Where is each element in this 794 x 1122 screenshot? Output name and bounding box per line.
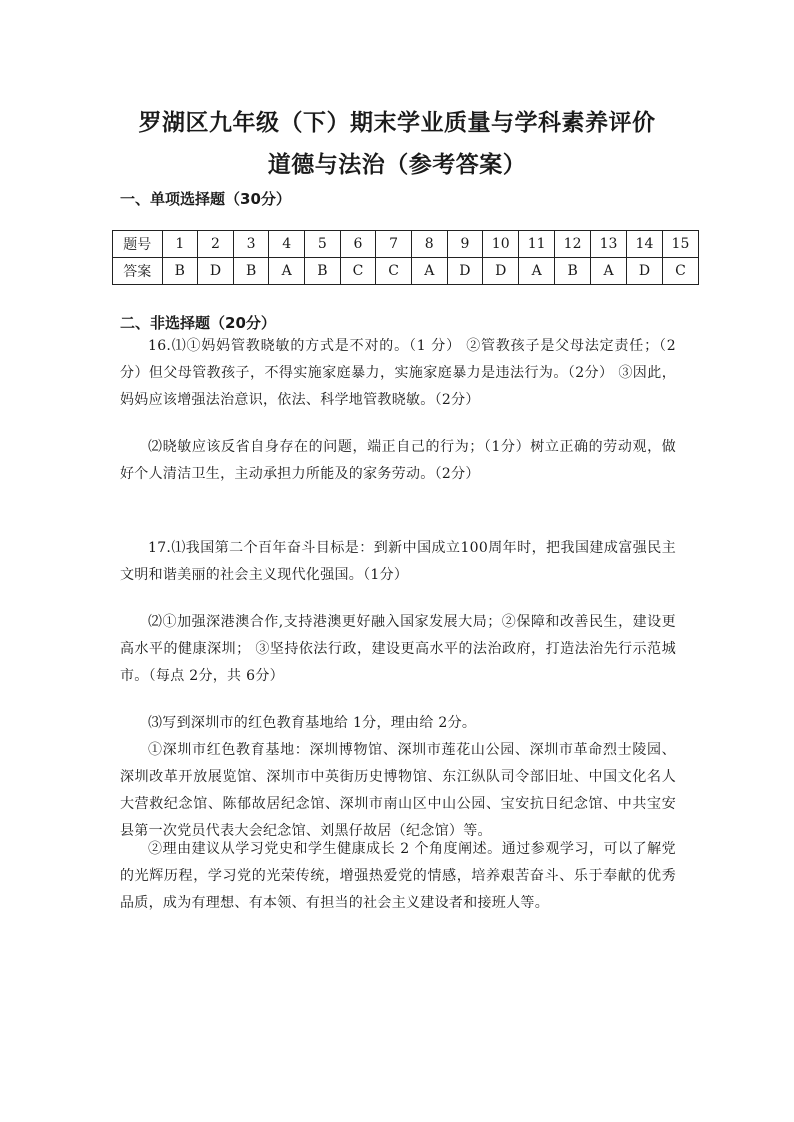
- doc-title-line1: 罗湖区九年级（下）期末学业质量与学科素养评价: [138, 110, 656, 136]
- answer-cell: D: [627, 258, 663, 285]
- question-number: 15: [662, 231, 698, 258]
- question-number: 1: [162, 231, 198, 258]
- answer-cell: D: [483, 258, 519, 285]
- answer-cell: C: [662, 258, 698, 285]
- answer-cell: A: [519, 258, 555, 285]
- question-number: 11: [519, 231, 555, 258]
- answer-cell: B: [555, 258, 591, 285]
- question-number: 10: [483, 231, 519, 258]
- q16-part1-answer: 16.⑴①妈妈管教晓敏的方式是不对的。（1 分） ②管教孩子是父母法定责任；（2 分）但父母管教孩子，不得实施家庭暴力，实施家庭暴力是违法行为。（2分） ③因此，妈妈应该增强法治意识，依法、科学地管教晓敏。（2分）: [120, 338, 676, 408]
- answer-table: [112, 230, 699, 285]
- q17-part3-bases: ①深圳市红色教育基地：深圳博物馆、深圳市莲花山公园、深圳市革命烈士陵园、深圳改革开放展览馆、深圳市中英街历史博物馆、东江纵队司令部旧址、中国文化名人大营救纪念馆、陈郁故居纪念馆、深圳市南山区中山公园、宝安抗日纪念馆、中共宝安县第一次党员代表大会纪念馆、刘黑仔故居（纪念馆）等。: [120, 742, 676, 839]
- answer-cell: B: [162, 258, 198, 285]
- answer-cell: B: [233, 258, 269, 285]
- answer-cell: D: [447, 258, 483, 285]
- question-number: 8: [411, 231, 447, 258]
- answer-cell: C: [376, 258, 412, 285]
- question-number: 13: [591, 231, 627, 258]
- question-number: 7: [376, 231, 412, 258]
- q16-part2-answer: ⑵晓敏应该反省自身存在的问题，端正自己的行为；（1分）树立正确的劳动观，做好个人清洁卫生，主动承担力所能及的家务劳动。（2分）: [120, 439, 676, 482]
- q17-part3-intro: ⑶写到深圳市的红色教育基地给 1分，理由给 2分。: [148, 715, 477, 731]
- q17-part2-answer: ⑵①加强深港澳合作,支持港澳更好融入国家发展大局；②保障和改善民生，建设更高水平的健康深圳； ③坚持依法行政，建设更高水平的法治政府，打造法治先行示范城市。（每点 2分，共 6分）: [120, 614, 676, 684]
- answer-table-question-row: [113, 231, 699, 258]
- answer-cell: A: [591, 258, 627, 285]
- question-number: 3: [233, 231, 269, 258]
- section1-heading: 一、单项选择题（30分）: [120, 190, 291, 208]
- answer-cell: B: [305, 258, 341, 285]
- question-number: 9: [447, 231, 483, 258]
- question-number: 6: [340, 231, 376, 258]
- question-number: 4: [269, 231, 305, 258]
- q17-part1-answer: 17.⑴我国第二个百年奋斗目标是：到新中国成立100周年时，把我国建成富强民主文明和谐美丽的社会主义现代化强国。（1分）: [120, 540, 676, 583]
- answer-cell: C: [340, 258, 376, 285]
- question-number: 2: [198, 231, 234, 258]
- answer-cell: A: [269, 258, 305, 285]
- question-number: 5: [305, 231, 341, 258]
- table-header-answer: 答案: [113, 258, 163, 285]
- answer-table-answer-row: [113, 258, 699, 285]
- question-number: 14: [627, 231, 663, 258]
- answer-cell: A: [411, 258, 447, 285]
- question-number: 12: [555, 231, 591, 258]
- doc-title-line2: 道德与法治（参考答案）: [267, 152, 527, 178]
- section2-heading: 二、非选择题（20分）: [120, 314, 276, 332]
- q17-part3-reasons: ②理由建议从学习党史和学生健康成长 2 个角度阐述。通过参观学习，可以了解党的光辉历程，学习党的光荣传统，增强热爱党的情感，培养艰苦奋斗、乐于奉献的优秀品质，成为有理想、有本领、有担当的社会主义建设者和接班人等。: [120, 841, 676, 911]
- answer-cell: D: [198, 258, 234, 285]
- table-header-question: 题号: [113, 231, 163, 258]
